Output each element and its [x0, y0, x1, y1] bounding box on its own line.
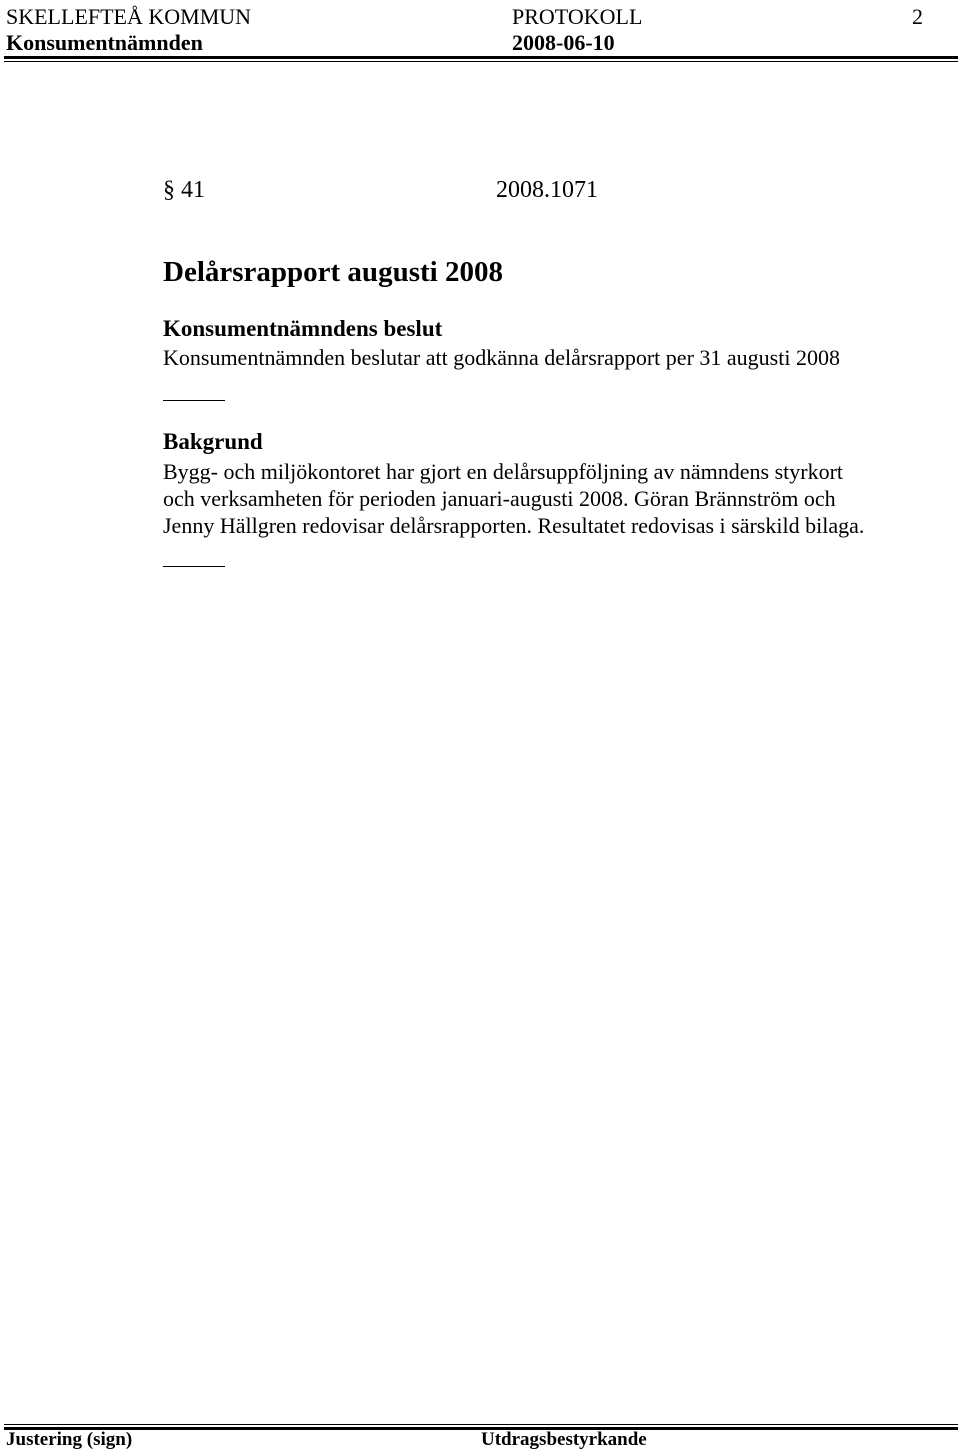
header-page-number: 2 — [912, 4, 923, 29]
section-title: Delårsrapport augusti 2008 — [163, 256, 503, 288]
header-org: SKELLEFTEÅ KOMMUN — [6, 4, 252, 29]
background-line: och verksamheten för perioden januari-augusti 2008. Göran Brännström och — [163, 486, 836, 511]
separator-rule — [163, 400, 225, 401]
background-line: Bygg- och miljökontoret har gjort en delårsuppföljning av nämndens styrkort — [163, 459, 844, 484]
header-rule-thick — [4, 56, 958, 59]
paragraph-number: § 41 — [163, 177, 205, 203]
header-date: 2008-06-10 — [512, 30, 615, 55]
background-line: Jenny Hällgren redovisar delårsrapporten. Resultatet redovisas i särskild bilaga. — [163, 513, 865, 538]
separator-rule — [163, 566, 225, 567]
footer-justering: Justering (sign) — [6, 1429, 133, 1450]
footer-utdragsbestyrkande: Utdragsbestyrkande — [481, 1429, 647, 1450]
header-committee: Konsumentnämnden — [6, 30, 203, 55]
header-doc-type: PROTOKOLL — [512, 4, 643, 29]
decision-text: Konsumentnämnden beslutar att godkänna delårsrapport per 31 augusti 2008 — [163, 345, 840, 370]
background-heading: Bakgrund — [163, 429, 263, 454]
decision-heading: Konsumentnämndens beslut — [163, 316, 443, 341]
header-rule-thin — [4, 61, 958, 62]
case-number: 2008.1071 — [496, 177, 598, 203]
footer-rule-thin — [4, 1424, 958, 1425]
